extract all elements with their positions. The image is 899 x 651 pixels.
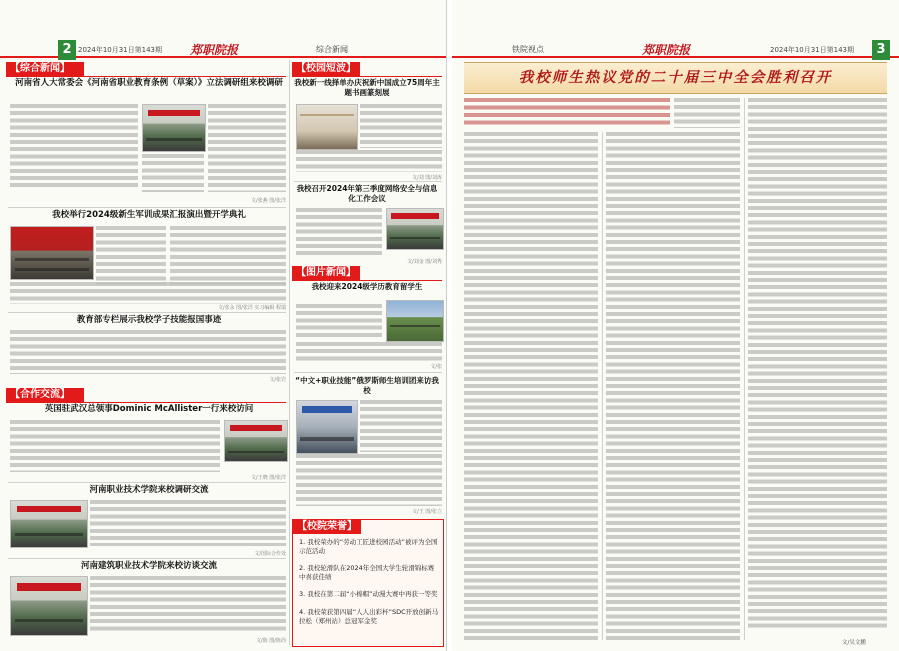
photo-exhibition [296, 104, 358, 150]
photo-russia-training [296, 400, 358, 454]
divider [294, 372, 442, 373]
right-masthead-logo: 郑职院报 [642, 43, 691, 57]
divider [294, 181, 442, 182]
article-author: 文/刘金 图/刘秀 [407, 259, 442, 265]
article-title-legislation[interactable]: 河南省人大常委会《河南省职业教育条例（草案）》立法调研组来校调研 [15, 78, 283, 88]
article-title-henan-architecture[interactable]: 河南建筑职业技术学院来校访谈交流 [80, 561, 217, 571]
article-author: 文/张 [430, 364, 442, 370]
article-body [10, 282, 286, 304]
photo-consul [224, 420, 288, 462]
article-title-art-exhibition[interactable]: 我校新一线择单办庆祝新中国成立75周年主题书画篆刻展 [294, 78, 440, 97]
article-author: 文/王 图/张立 [412, 509, 442, 515]
feature-body-intro [674, 98, 740, 128]
section-underline [292, 76, 442, 77]
photo-meeting [142, 104, 206, 152]
article-title-consul-visit[interactable]: 英国驻武汉总领事Dominic McAllister一行来校访问 [44, 404, 254, 414]
left-page [0, 0, 447, 651]
section-header-campus: 【校园短波】 [292, 62, 360, 76]
section-header-news: 【综合新闻】 [6, 62, 84, 76]
photo-students [386, 300, 444, 342]
article-body [208, 104, 286, 192]
article-author: 文/刘 图/刘涛 [412, 175, 442, 181]
article-body [10, 104, 138, 190]
left-date-issue: 2024年10月31日第143期 [78, 46, 162, 54]
section-header-honors: 【校院荣誉】 [293, 520, 361, 534]
feature-author: 文/吴文鹏 [842, 640, 866, 646]
left-masthead-logo: 郑职院报 [190, 43, 239, 57]
column-divider [602, 132, 603, 640]
feature-body-col1 [464, 132, 598, 640]
photo-henan-vocational [10, 500, 88, 548]
article-body [96, 226, 166, 284]
article-title-students[interactable]: 我校迎来2024级学历教育留学生 [311, 282, 423, 291]
honor-item[interactable]: 1. 我校荣办的“劳动工匠进校园活动”被评为全国示范活动 [299, 538, 438, 555]
divider [8, 312, 286, 313]
column-divider [289, 60, 290, 645]
article-author: 文/陈 图/陈尚 [256, 638, 286, 644]
article-body [170, 226, 286, 284]
article-title-russia-training[interactable]: “中文+职业技能”俄罗斯师生培训团来访我校 [295, 376, 439, 395]
lead-paragraph [464, 98, 670, 128]
article-body [296, 342, 442, 362]
right-page [452, 0, 899, 651]
article-author: 文/王晓 图/张洋 [251, 475, 286, 481]
feature-body-col2 [606, 132, 740, 640]
page-number-left: 2 [58, 40, 76, 60]
article-title-opening[interactable]: 我校举行2024级新生军训成果汇报演出暨开学典礼 [52, 210, 246, 220]
divider [8, 558, 286, 559]
article-body [296, 150, 442, 172]
left-section-name: 综合新闻 [316, 45, 348, 54]
section-header-exchange: 【合作交流】 [6, 388, 84, 402]
photo-security-meeting [386, 208, 444, 250]
article-author: 文/张永 图/张洋 实习编辑 程瑞 [217, 305, 286, 311]
article-author: 文/张岩 [269, 377, 286, 383]
article-title-skills[interactable]: 教育部专栏展示我校学子技能报国事迹 [76, 315, 222, 325]
column-divider [744, 98, 745, 640]
divider [8, 482, 286, 483]
feature-body-col3 [748, 98, 887, 630]
article-body [10, 330, 286, 374]
feature-headline-banner[interactable]: 我校师生热议党的二十届三中全会胜利召开 [464, 62, 887, 94]
photo-henan-architecture [10, 576, 88, 636]
article-body [296, 208, 382, 256]
honor-item[interactable]: 4. 我校荣获第四届“人人出彩杯”SDC开放创新马拉松（郑州站）总冠军金奖 [299, 608, 439, 625]
section-underline [6, 76, 286, 77]
photo-ceremony [10, 226, 94, 280]
article-body [10, 420, 220, 472]
article-body [90, 576, 286, 632]
article-title-henan-vocational[interactable]: 河南职业技术学院来校调研交流 [89, 485, 209, 495]
article-body [360, 400, 442, 452]
article-body [296, 454, 442, 506]
article-body [296, 304, 382, 338]
divider [8, 207, 286, 208]
right-date-issue: 2024年10月31日第143期 [770, 46, 854, 54]
article-body [90, 500, 286, 546]
honor-item[interactable]: 2. 我校轮滑队在2024年全国大学生轮滑锦标赛中喜获佳绩 [299, 564, 435, 581]
article-author: 文/张燕 图/张洋 [251, 198, 286, 204]
section-header-photo-news: 【图片新闻】 [292, 266, 360, 280]
section-underline [6, 402, 286, 403]
right-section-name: 铁院视点 [512, 45, 544, 54]
section-underline [292, 280, 442, 281]
article-author: 文/国际合作处 [254, 551, 286, 557]
article-title-security-meeting[interactable]: 我校召开2024年第三季度网络安全与信息化工作会议 [296, 184, 438, 203]
article-body [360, 104, 442, 148]
honors-box [292, 519, 444, 647]
honor-item[interactable]: 3. 我校在第二届“小棉帽”动漫大赛中再获一等奖 [299, 590, 438, 598]
article-body [142, 154, 204, 192]
page-number-right: 3 [872, 40, 890, 60]
